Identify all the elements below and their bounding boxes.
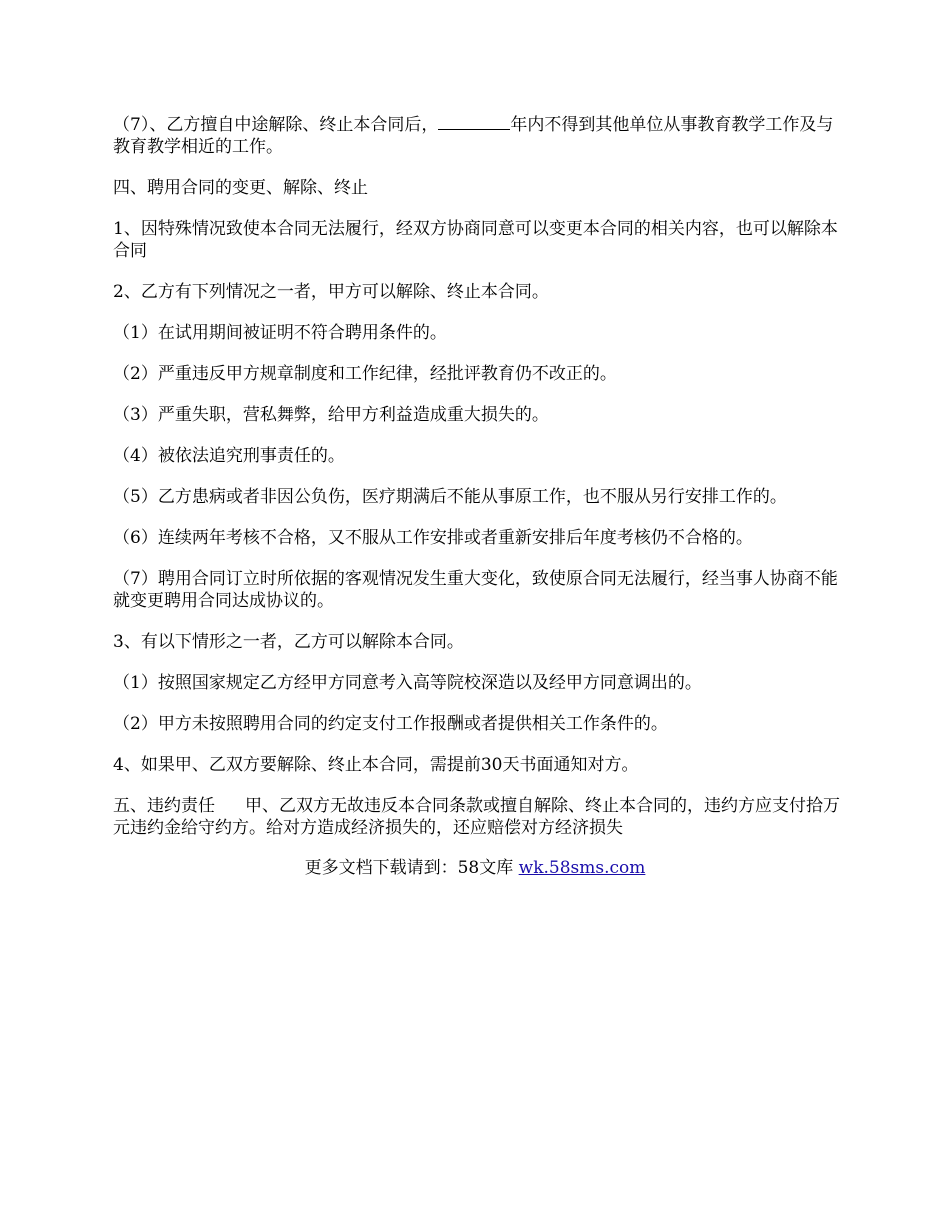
section-5-paragraph (113, 795, 843, 839)
employer-termination-case-4: （4）被依法追究刑事责任的。 (113, 446, 345, 466)
section-5-body: 甲、乙双方无故违反本合同条款或擅自解除、终止本合同的，违约方应支付拾万元违约金给守约方。给对方造成经济损失的，还应赔偿对方经济损失 (113, 796, 840, 838)
download-footer (0, 857, 950, 879)
section-4-item-2: 2、乙方有下列情况之一者，甲方可以解除、终止本合同。 (113, 282, 549, 302)
employer-termination-case-3: （3）严重失职，营私舞弊，给甲方利益造成重大损失的。 (113, 405, 549, 425)
employer-termination-case-1: （1）在试用期间被证明不符合聘用条件的。 (113, 323, 447, 343)
section-4-item-3: 3、有以下情形之一者，乙方可以解除本合同。 (113, 632, 464, 652)
section-4-title: 四、聘用合同的变更、解除、终止 (113, 178, 368, 198)
blank-years-field (438, 113, 510, 130)
footer-prefix: 更多文档下载请到：58文库 (304, 858, 519, 878)
employer-termination-case-7: （7）聘用合同订立时所依据的客观情况发生重大变化，致使原合同无法履行，经当事人协商不能就变更聘用合同达成协议的。 (113, 569, 838, 611)
clause-7-text-a: （7）、乙方擅自中途解除、终止本合同后， (113, 115, 439, 135)
section-5-title: 五、违约责任 (113, 796, 215, 816)
employer-termination-case-6: （6）连续两年考核不合格，又不服从工作安排或者重新安排后年度考核仍不合格的。 (113, 528, 753, 548)
section-4-item-4: 4、如果甲、乙双方要解除、终止本合同，需提前30天书面通知对方。 (113, 755, 639, 775)
document-body (113, 113, 843, 858)
section-4-item-1: 1、因特殊情况致使本合同无法履行，经双方协商同意可以变更本合同的相关内容，也可以解除本合同 (113, 219, 838, 261)
footer-link[interactable]: wk.58sms.com (518, 858, 646, 878)
employee-termination-case-2: （2）甲方未按照聘用合同的约定支付工作报酬或者提供相关工作条件的。 (113, 714, 668, 734)
employer-termination-case-2: （2）严重违反甲方规章制度和工作纪律，经批评教育仍不改正的。 (113, 364, 617, 384)
employer-termination-case-5: （5）乙方患病或者非因公负伤，医疗期满后不能从事原工作，也不服从另行安排工作的。 (113, 487, 787, 507)
employee-termination-case-1: （1）按照国家规定乙方经甲方同意考入高等院校深造以及经甲方同意调出的。 (113, 673, 702, 693)
clause-7-paragraph (113, 113, 843, 158)
clause-7-text-b: 年内不得到其他单位从事教育教学工作及与教育教学相近的工作。 (113, 115, 834, 157)
